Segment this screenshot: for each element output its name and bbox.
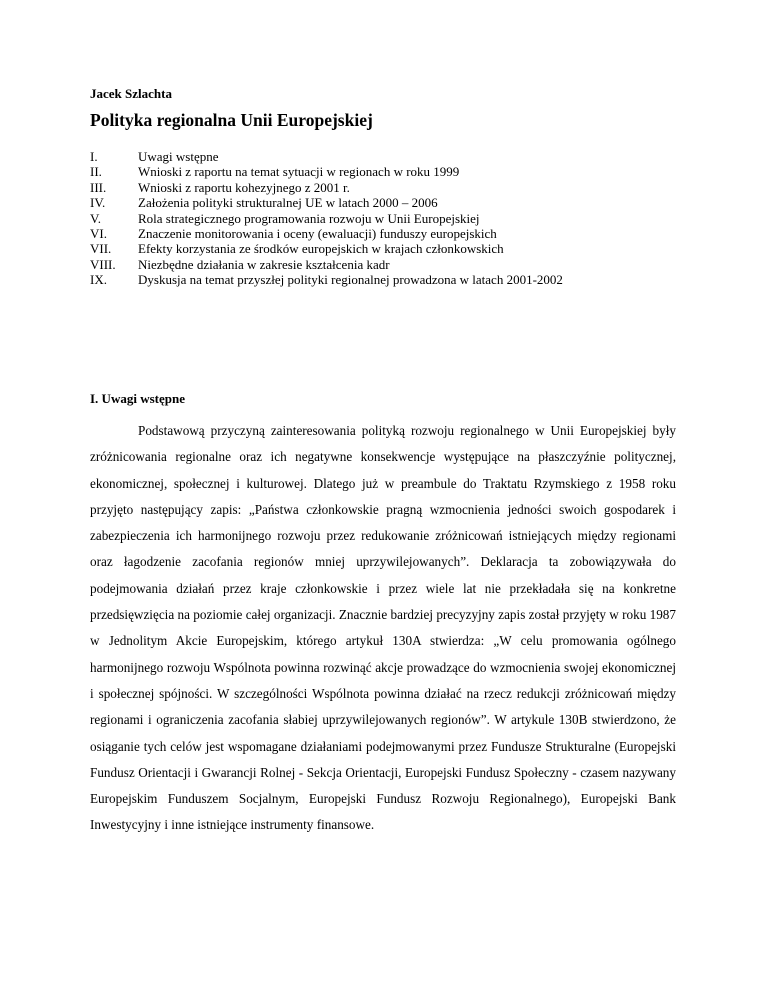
toc-item	[90, 272, 563, 287]
document-title: Polityka regionalna Unii Europejskiej	[90, 110, 373, 130]
toc-item	[90, 241, 563, 256]
toc-text: Uwagi wstępne	[138, 149, 219, 164]
toc-number: V.	[90, 210, 101, 226]
toc-text: Założenia polityki strukturalnej UE w latach 2000 – 2006	[138, 195, 438, 211]
section-heading: I. Uwagi wstępne	[90, 391, 185, 406]
toc-text: Znaczenie monitorowania i oceny (ewaluacji) funduszy europejskich	[138, 225, 497, 241]
toc-number: I.	[90, 149, 98, 164]
toc-item	[90, 149, 563, 164]
toc-number: VII.	[90, 241, 112, 257]
toc-item	[90, 211, 563, 226]
toc-item	[90, 180, 563, 195]
table-of-contents	[90, 149, 563, 288]
toc-text: Dyskusja na temat przyszłej polityki regionalnej prowadzona w latach 2001-2002	[138, 272, 563, 288]
toc-text: Rola strategicznego programowania rozwoju w Unii Europejskiej	[138, 210, 480, 226]
body-paragraph: Podstawową przyczyną zainteresowania polityką rozwoju regionalnego w Unii Europejskiej były zróżnicowania regionalne oraz ich negatywne konsekwencje występujące na płaszczyźnie politycznej, ekonomicznej, społecznej i kulturowej. Dlatego już w preambule do Traktatu Rzymskiego z 1958 roku przyjęto następujący zapis: „Państwa członkowskie pragną wzmocnienia jedności swoich gospodarek i zabezpieczenia ich harmonijnego rozwoju przez redukowanie zróżnicowań istniejących między regionami oraz łagodzenie zacofania regionów mniej uprzywilejowanych”. Deklaracja ta zobowiązywała do podejmowania działań przez kraje członkowskie i przez wiele lat nie przekładała się na konkretne przedsięwzięcia na poziomie całej organizacji. Znacznie bardziej precyzyjny zapis został przyjęty w roku 1987 w Jednolitym Akcie Europejskim, którego artykuł 130A stwierdza: „W celu promowania ogólnego harmonijnego rozwoju Wspólnota powinna rozwinąć akcje prowadzące do wzmocnienia swojej ekonomicznej i społecznej spójności. W szczególności Wspólnota powinna działać na rzecz redukcji zróżnicowań między regionami i ograniczenia zacofania słabiej uprzywilejowanych regionów”. W artykule 130B stwierdzono, że osiąganie tych celów jest wspomagane działaniami podejmowanymi przez Fundusze Strukturalne (Europejski Fundusz Orientacji i Gwarancji Rolnej - Sekcja Orientacji, Europejski Fundusz Społeczny - czasem nazywany Europejskim Funduszem Socjalnym, Europejski Fundusz Rozwoju Regionalnego), Europejski Bank Inwestycyjny i inne istniejące instrumenty finansowe.	[90, 423, 676, 833]
toc-number: VIII.	[90, 256, 116, 272]
toc-item	[90, 226, 563, 241]
toc-item	[90, 164, 563, 179]
toc-number: VI.	[90, 225, 107, 241]
toc-number: II.	[90, 164, 102, 180]
author-name: Jacek Szlachta	[90, 86, 172, 101]
toc-text: Wnioski z raportu na temat sytuacji w regionach w roku 1999	[138, 164, 460, 180]
toc-text: Niezbędne działania w zakresie kształcenia kadr	[138, 256, 390, 272]
toc-text: Wnioski z raportu kohezyjnego z 2001 r.	[138, 179, 350, 195]
toc-item	[90, 257, 563, 272]
toc-number: IV.	[90, 195, 106, 211]
toc-text: Efekty korzystania ze środków europejskich w krajach członkowskich	[138, 241, 504, 257]
toc-number: IX.	[90, 272, 107, 288]
toc-number: III.	[90, 179, 107, 195]
toc-item	[90, 195, 563, 210]
